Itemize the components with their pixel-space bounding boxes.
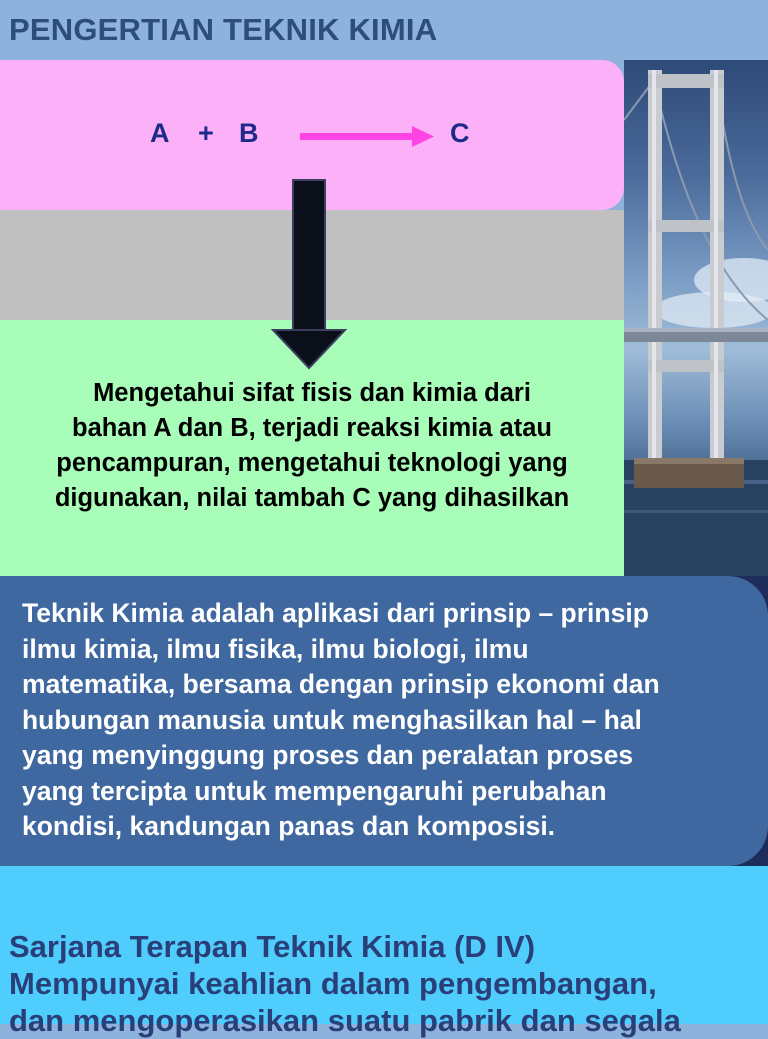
definition-line: yang tercipta untuk mempengaruhi perubahan [22, 775, 607, 806]
title-bar [0, 0, 768, 60]
page-title: PENGERTIAN TEKNIK KIMIA [9, 12, 438, 47]
footer-line: Sarjana Terapan Teknik Kimia (D IV) [9, 929, 536, 964]
definition-line: Teknik Kimia adalah aplikasi dari prinsip – prinsip [22, 598, 649, 628]
bridge-illustration [624, 60, 768, 576]
footer-text [9, 928, 768, 1039]
definition-line: ilmu kimia, ilmu fisika, ilmu biologi, ilmu [22, 633, 529, 664]
reactant-b: B [239, 118, 259, 148]
definition-line: kondisi, kandungan panas dan komposisi. [22, 811, 556, 841]
explanation-line: pencampuran, mengetahui teknologi yang [56, 449, 568, 477]
bridge-photo [624, 60, 768, 576]
explanation-line: digunakan, nilai tambah C yang dihasilkan [54, 484, 570, 512]
plus-sign: + [198, 118, 214, 148]
definition-line: matematika, bersama dengan prinsip ekonomi dan [22, 669, 660, 699]
definition-text [22, 596, 752, 845]
reactant-a: A [150, 118, 170, 148]
explanation-text [0, 376, 624, 516]
definition-line: hubungan manusia untuk menghasilkan hal – hal [22, 704, 642, 735]
footer-line: dan mengoperasikan suatu pabrik dan segala [9, 1003, 681, 1038]
explanation-line: Mengetahui sifat fisis dan kimia dari [93, 379, 531, 407]
footer-line: Mempunyai keahlian dalam pengembangan, [9, 966, 657, 1001]
explanation-line: bahan A dan B, terjadi reaksi kimia atau [72, 414, 552, 442]
down-arrow-icon [270, 178, 350, 370]
right-arrow-icon [300, 124, 436, 150]
product-c: C [450, 118, 470, 148]
definition-line: yang menyinggung proses dan peralatan proses [22, 740, 634, 770]
